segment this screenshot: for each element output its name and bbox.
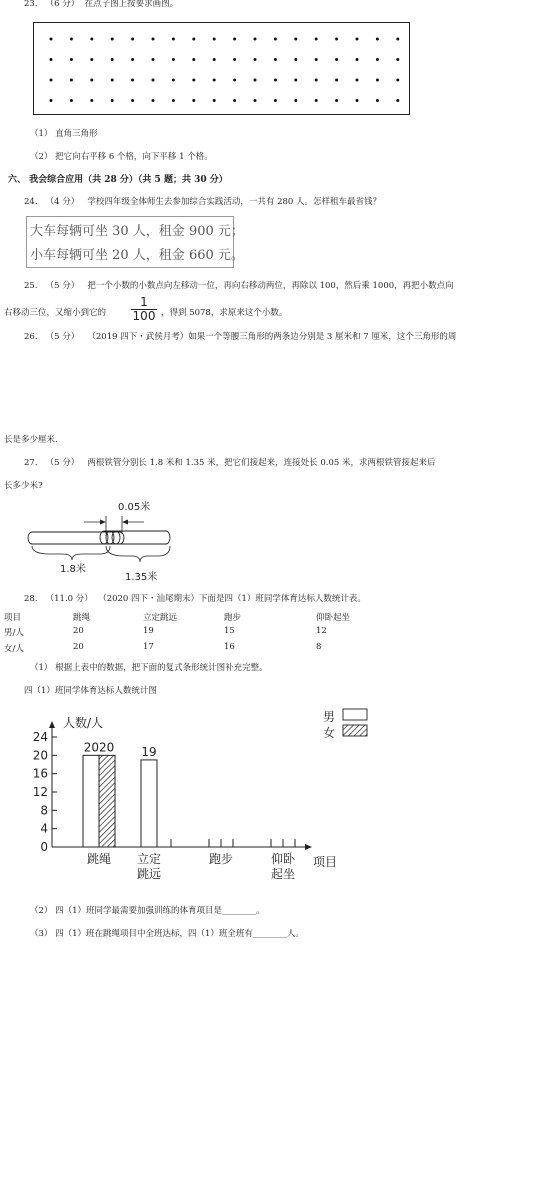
y-tick-label: 16 xyxy=(32,766,48,781)
q28-sub2: （2） 四（1）班同学最需要加强训练的体育项目是________。 xyxy=(30,906,265,916)
data-label: 2020 xyxy=(83,740,115,755)
grid-dot[interactable] xyxy=(111,38,114,41)
q27-cont: 长多少米? xyxy=(4,481,43,491)
table-cell: 15 xyxy=(224,626,235,636)
legend-label-male: 男 xyxy=(323,710,336,724)
grid-dot[interactable] xyxy=(396,58,399,61)
bar-chart[interactable] xyxy=(30,703,380,893)
y-tick-label: 0 xyxy=(40,840,48,854)
grid-dot[interactable] xyxy=(70,79,73,82)
question-text: 在点子图上按要求画图。 xyxy=(84,0,179,9)
grid-dot[interactable] xyxy=(152,99,155,102)
grid-dot[interactable] xyxy=(213,38,216,41)
grid-dot[interactable] xyxy=(213,58,216,61)
grid-dot[interactable] xyxy=(192,99,195,102)
legend-label-female: 女 xyxy=(323,726,336,740)
left-length-label: 1.8米 xyxy=(60,564,86,575)
grid-dot[interactable] xyxy=(254,79,257,82)
grid-dot[interactable] xyxy=(152,58,155,61)
q24-header xyxy=(24,195,381,207)
grid-dot[interactable] xyxy=(233,38,236,41)
table-header-jump: 立定跳远 xyxy=(143,613,178,623)
table-cell: 17 xyxy=(143,642,154,652)
grid-dot[interactable] xyxy=(376,38,379,41)
data-label: 19 xyxy=(141,744,157,759)
q25-line2-a: 右移动三位，又缩小到它的 xyxy=(4,308,107,318)
grid-dot[interactable] xyxy=(396,38,399,41)
table-row-label: 男/人 xyxy=(4,628,24,638)
grid-dot[interactable] xyxy=(50,99,53,102)
grid-dot[interactable] xyxy=(315,99,318,102)
question-text: 把一个小数的小数点向左移动一位，再向右移动两位，再除以 100，然后乘 1000，再把小数点向 xyxy=(87,281,454,291)
table-header-item: 项目 xyxy=(4,613,22,623)
question-score: （5 分） xyxy=(45,458,80,468)
pipe-diagram xyxy=(20,494,180,586)
grid-dot[interactable] xyxy=(131,79,134,82)
grid-dot[interactable] xyxy=(335,58,338,61)
grid-dot[interactable] xyxy=(335,99,338,102)
question-text: （2019 四下・武侯月考）如果一个等腰三角形的两条边分别是 3 厘米和 7 厘米，这个三角形的周 xyxy=(87,332,457,342)
q23-sub1: （1） 直角三角形 xyxy=(30,129,98,139)
section-title: 六、 我会综合应用（共 28 分）（共 5 题；共 30 分） xyxy=(8,175,228,185)
grid-dot[interactable] xyxy=(90,99,93,102)
grid-dot[interactable] xyxy=(233,79,236,82)
grid-dot[interactable] xyxy=(356,58,359,61)
grid-dot[interactable] xyxy=(294,99,297,102)
question-number: 27. xyxy=(24,458,38,468)
y-tick-label: 8 xyxy=(40,803,48,818)
grid-dot[interactable] xyxy=(376,58,379,61)
x-tick-label: 跳远 xyxy=(136,867,162,881)
chart-legend xyxy=(323,709,367,740)
grid-dot[interactable] xyxy=(294,79,297,82)
grid-dot[interactable] xyxy=(90,79,93,82)
table-cell: 20 xyxy=(73,626,84,636)
bar-female xyxy=(99,755,115,847)
table-header-rope: 跳绳 xyxy=(73,613,91,623)
table-row-label: 女/人 xyxy=(4,644,24,654)
grid-dot[interactable] xyxy=(131,58,134,61)
grid-dot[interactable] xyxy=(315,38,318,41)
grid-dot[interactable] xyxy=(335,38,338,41)
left-pipe xyxy=(28,532,124,544)
box-line-1: 大车每辆可坐 30 人，租金 900 元； xyxy=(30,224,244,239)
grid-dot[interactable] xyxy=(396,79,399,82)
right-length-label: 1.35米 xyxy=(125,572,158,583)
q28-sub1: （1） 根据上表中的数据，把下面的复式条形统计图补充完整。 xyxy=(30,663,268,673)
grid-dot[interactable] xyxy=(172,79,175,82)
q27-header xyxy=(24,456,435,468)
question-score: （11.0 分） xyxy=(45,594,93,604)
grid-dot[interactable] xyxy=(70,58,73,61)
grid-dot[interactable] xyxy=(356,38,359,41)
x-axis-label: 项目 xyxy=(313,855,338,869)
bar-male xyxy=(141,760,157,847)
table-cell: 16 xyxy=(224,642,235,652)
x-tick-label: 立定 xyxy=(136,852,162,866)
x-tick-label: 跑步 xyxy=(208,852,234,866)
grid-dot[interactable] xyxy=(274,99,277,102)
q23-sub2: （2） 把它向右平移 6 个格，向下平移 1 个格。 xyxy=(30,152,213,162)
box-line-2: 小车每辆可坐 20 人，租金 660 元。 xyxy=(30,248,244,263)
grid-dot[interactable] xyxy=(315,79,318,82)
grid-dot[interactable] xyxy=(70,99,73,102)
y-tick-label: 12 xyxy=(32,785,48,799)
grid-dot[interactable] xyxy=(192,79,195,82)
grid-dot[interactable] xyxy=(192,58,195,61)
grid-dot[interactable] xyxy=(396,99,399,102)
question-number: 23. xyxy=(24,0,38,9)
q26-header xyxy=(24,330,456,342)
grid-dot[interactable] xyxy=(50,38,53,41)
grid-dot[interactable] xyxy=(294,38,297,41)
grid-dot[interactable] xyxy=(90,58,93,61)
table-cell: 19 xyxy=(143,626,154,636)
grid-dot[interactable] xyxy=(152,38,155,41)
grid-dot[interactable] xyxy=(315,58,318,61)
bar-male xyxy=(83,755,99,847)
question-text: 学校四年级全体师生去参加综合实践活动，一共有 280 人。怎样租车最省钱？ xyxy=(87,197,382,207)
y-axis-label: 人数/人 xyxy=(63,716,104,730)
grid-dot[interactable] xyxy=(152,79,155,82)
table-header-situp: 仰卧起坐 xyxy=(316,613,351,623)
fraction-numerator: 1 xyxy=(140,295,148,309)
q25-line1 xyxy=(24,279,454,291)
grid-dot[interactable] xyxy=(111,79,114,82)
overlap-label: 0.05米 xyxy=(118,502,151,513)
question-number: 28. xyxy=(24,594,38,604)
grid-dot[interactable] xyxy=(233,58,236,61)
grid-dot[interactable] xyxy=(192,38,195,41)
grid-dot[interactable] xyxy=(90,38,93,41)
q28-sub3: （3） 四（1）班在跳绳项目中全班达标，四（1）班全班有________人。 xyxy=(30,929,304,939)
y-tick-label: 20 xyxy=(32,748,48,763)
grid-dot[interactable] xyxy=(254,99,257,102)
table-header-run: 跑步 xyxy=(224,613,242,623)
question-score: （5 分） xyxy=(45,281,80,291)
grid-dot[interactable] xyxy=(172,38,175,41)
grid-dot[interactable] xyxy=(274,58,277,61)
grid-dot[interactable] xyxy=(294,58,297,61)
grid-dot[interactable] xyxy=(376,99,379,102)
grid-dot[interactable] xyxy=(213,79,216,82)
grid-dot[interactable] xyxy=(50,79,53,82)
grid-dot[interactable] xyxy=(131,38,134,41)
grid-dot[interactable] xyxy=(172,99,175,102)
question-text: 两根铁管分别长 1.8 米和 1.35 米，把它们接起来，连接处长 0.05 米，求两根铁管接起来后 xyxy=(87,458,436,468)
grid-dot[interactable] xyxy=(356,99,359,102)
chart-caption: 四（1）班同学体育达标人数统计图 xyxy=(24,686,157,696)
grid-dot[interactable] xyxy=(356,79,359,82)
grid-dot[interactable] xyxy=(111,58,114,61)
question-text: （2020 四下・汕尾期末）下面是四（1）班同学体育达标人数统计表。 xyxy=(98,594,366,604)
grid-dot[interactable] xyxy=(70,38,73,41)
fraction-denominator: 100 xyxy=(132,309,156,323)
grid-dot[interactable] xyxy=(111,99,114,102)
grid-dot[interactable] xyxy=(172,58,175,61)
grid-dot[interactable] xyxy=(213,99,216,102)
x-tick-label: 起坐 xyxy=(270,867,296,881)
q26-cont: 长是多少厘米. xyxy=(4,435,58,445)
question-score: （5 分） xyxy=(45,332,80,342)
table-cell: 20 xyxy=(73,642,84,652)
y-tick-label: 4 xyxy=(40,821,48,836)
grid-dot[interactable] xyxy=(274,38,277,41)
q23-header xyxy=(24,0,178,9)
legend-swatch-female xyxy=(343,725,367,736)
fraction xyxy=(131,296,157,323)
grid-dot[interactable] xyxy=(254,38,257,41)
table-cell: 8 xyxy=(316,642,322,652)
grid-dot[interactable] xyxy=(254,58,257,61)
q25-line2-b: ，得到 5078，求原来这个小数。 xyxy=(161,308,288,318)
y-tick-label: 24 xyxy=(32,730,48,744)
q28-header xyxy=(24,592,366,604)
table-cell: 12 xyxy=(316,626,327,636)
dot-grid[interactable] xyxy=(33,22,410,116)
question-number: 25. xyxy=(24,281,38,291)
grid-dot[interactable] xyxy=(131,99,134,102)
legend-swatch-male xyxy=(343,709,367,720)
question-number: 26. xyxy=(24,332,38,342)
grid-dot[interactable] xyxy=(50,58,53,61)
grid-dot[interactable] xyxy=(376,79,379,82)
grid-dot[interactable] xyxy=(274,79,277,82)
grid-dot[interactable] xyxy=(233,99,236,102)
rental-info-box xyxy=(26,216,244,268)
grid-dot[interactable] xyxy=(335,79,338,82)
x-tick-label: 仰卧 xyxy=(270,852,296,866)
question-number: 24. xyxy=(24,197,38,207)
question-score: （4 分） xyxy=(45,197,80,207)
question-score: （6 分） xyxy=(45,0,80,9)
x-tick-label: 跳绳 xyxy=(86,852,112,866)
